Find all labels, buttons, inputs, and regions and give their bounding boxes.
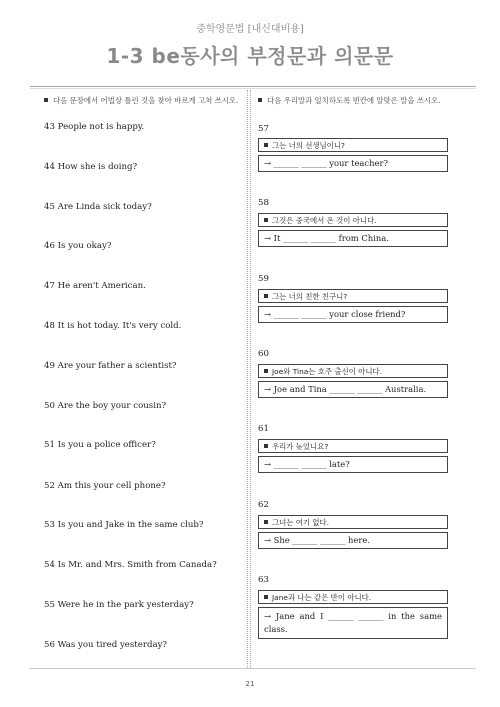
bullet-square-icon (258, 98, 262, 102)
item-number-58: 58 (258, 198, 269, 208)
answer-line-63[interactable]: → Jane and I ______ ______ in the same class. (258, 607, 448, 639)
korean-prompt-62: 그녀는 여기 없다. (258, 515, 448, 529)
question-47: 47 He aren't American. (44, 281, 146, 291)
bottom-rule (30, 668, 476, 669)
answer-line-57[interactable]: → ______ ______ your teacher? (258, 155, 448, 172)
korean-prompt-59: 그는 너의 친한 친구니? (258, 289, 448, 303)
bullet-square-icon (264, 143, 268, 147)
bullet-square-icon (264, 218, 268, 222)
top-rule-inner (30, 88, 476, 89)
left-instruction-text: 다음 문장에서 어법상 틀린 것을 찾아 바르게 고쳐 쓰시오. (53, 96, 239, 105)
column-divider (247, 90, 248, 668)
answer-line-58[interactable]: → It ______ ______ from China. (258, 230, 448, 247)
question-52: 52 Am this your cell phone? (44, 481, 166, 491)
right-instruction (258, 94, 448, 107)
item-number-59: 59 (258, 274, 269, 284)
item-number-57: 57 (258, 124, 269, 134)
answer-line-62[interactable]: → She ______ ______ here. (258, 532, 448, 549)
bullet-square-icon (264, 444, 268, 448)
left-instruction (44, 94, 239, 107)
question-46: 46 Is you okay? (44, 241, 112, 251)
question-48: 48 It is hot today. It's very cold. (44, 321, 182, 331)
answer-line-61[interactable]: → ______ ______ late? (258, 456, 448, 473)
question-54: 54 Is Mr. and Mrs. Smith from Canada? (44, 560, 217, 570)
bullet-square-icon (44, 98, 48, 102)
book-subtitle: 중학영문법 [내신대비용] (196, 24, 304, 35)
bullet-square-icon (264, 595, 268, 599)
question-56: 56 Was you tired yesterday? (44, 640, 168, 650)
item-number-60: 60 (258, 349, 269, 359)
answer-line-59[interactable]: → ______ ______ your close friend? (258, 306, 448, 323)
korean-prompt-57: 그는 너의 선생님이니? (258, 138, 448, 152)
question-44: 44 How she is doing? (44, 162, 138, 172)
item-number-62: 62 (258, 500, 269, 510)
korean-prompt-58: 그것은 중국에서 온 것이 아니다. (258, 213, 448, 227)
question-45: 45 Are Linda sick today? (44, 202, 152, 212)
korean-prompt-61: 우리가 늦었니요? (258, 439, 448, 453)
top-rule (30, 86, 476, 87)
question-50: 50 Are the boy your cousin? (44, 401, 167, 411)
bullet-square-icon (264, 294, 268, 298)
question-51: 51 Is you a police officer? (44, 440, 156, 450)
bullet-square-icon (264, 369, 268, 373)
korean-prompt-63: Jane과 나는 같은 반이 아니다. (258, 590, 448, 604)
question-43: 43 People not is happy. (44, 122, 145, 132)
item-number-61: 61 (258, 424, 269, 434)
bullet-square-icon (264, 520, 268, 524)
question-53: 53 Is you and Jake in the same club? (44, 520, 204, 530)
page-number: 21 (245, 680, 255, 688)
page-title: 1-3 be동사의 부정문과 의문문 (106, 44, 394, 68)
right-instruction-text: 다음 우리말과 일치하도록 빈칸에 알맞은 말을 쓰시오. (267, 96, 441, 105)
item-number-63: 63 (258, 575, 269, 585)
question-49: 49 Are your father a scientist? (44, 361, 177, 371)
question-55: 55 Were he in the park yesterday? (44, 600, 194, 610)
column-divider-inner (250, 90, 251, 668)
answer-line-60[interactable]: → Joe and Tina ______ ______ Australia. (258, 381, 448, 398)
korean-prompt-60: Joe와 Tina는 호주 출신이 아니다. (258, 364, 448, 378)
